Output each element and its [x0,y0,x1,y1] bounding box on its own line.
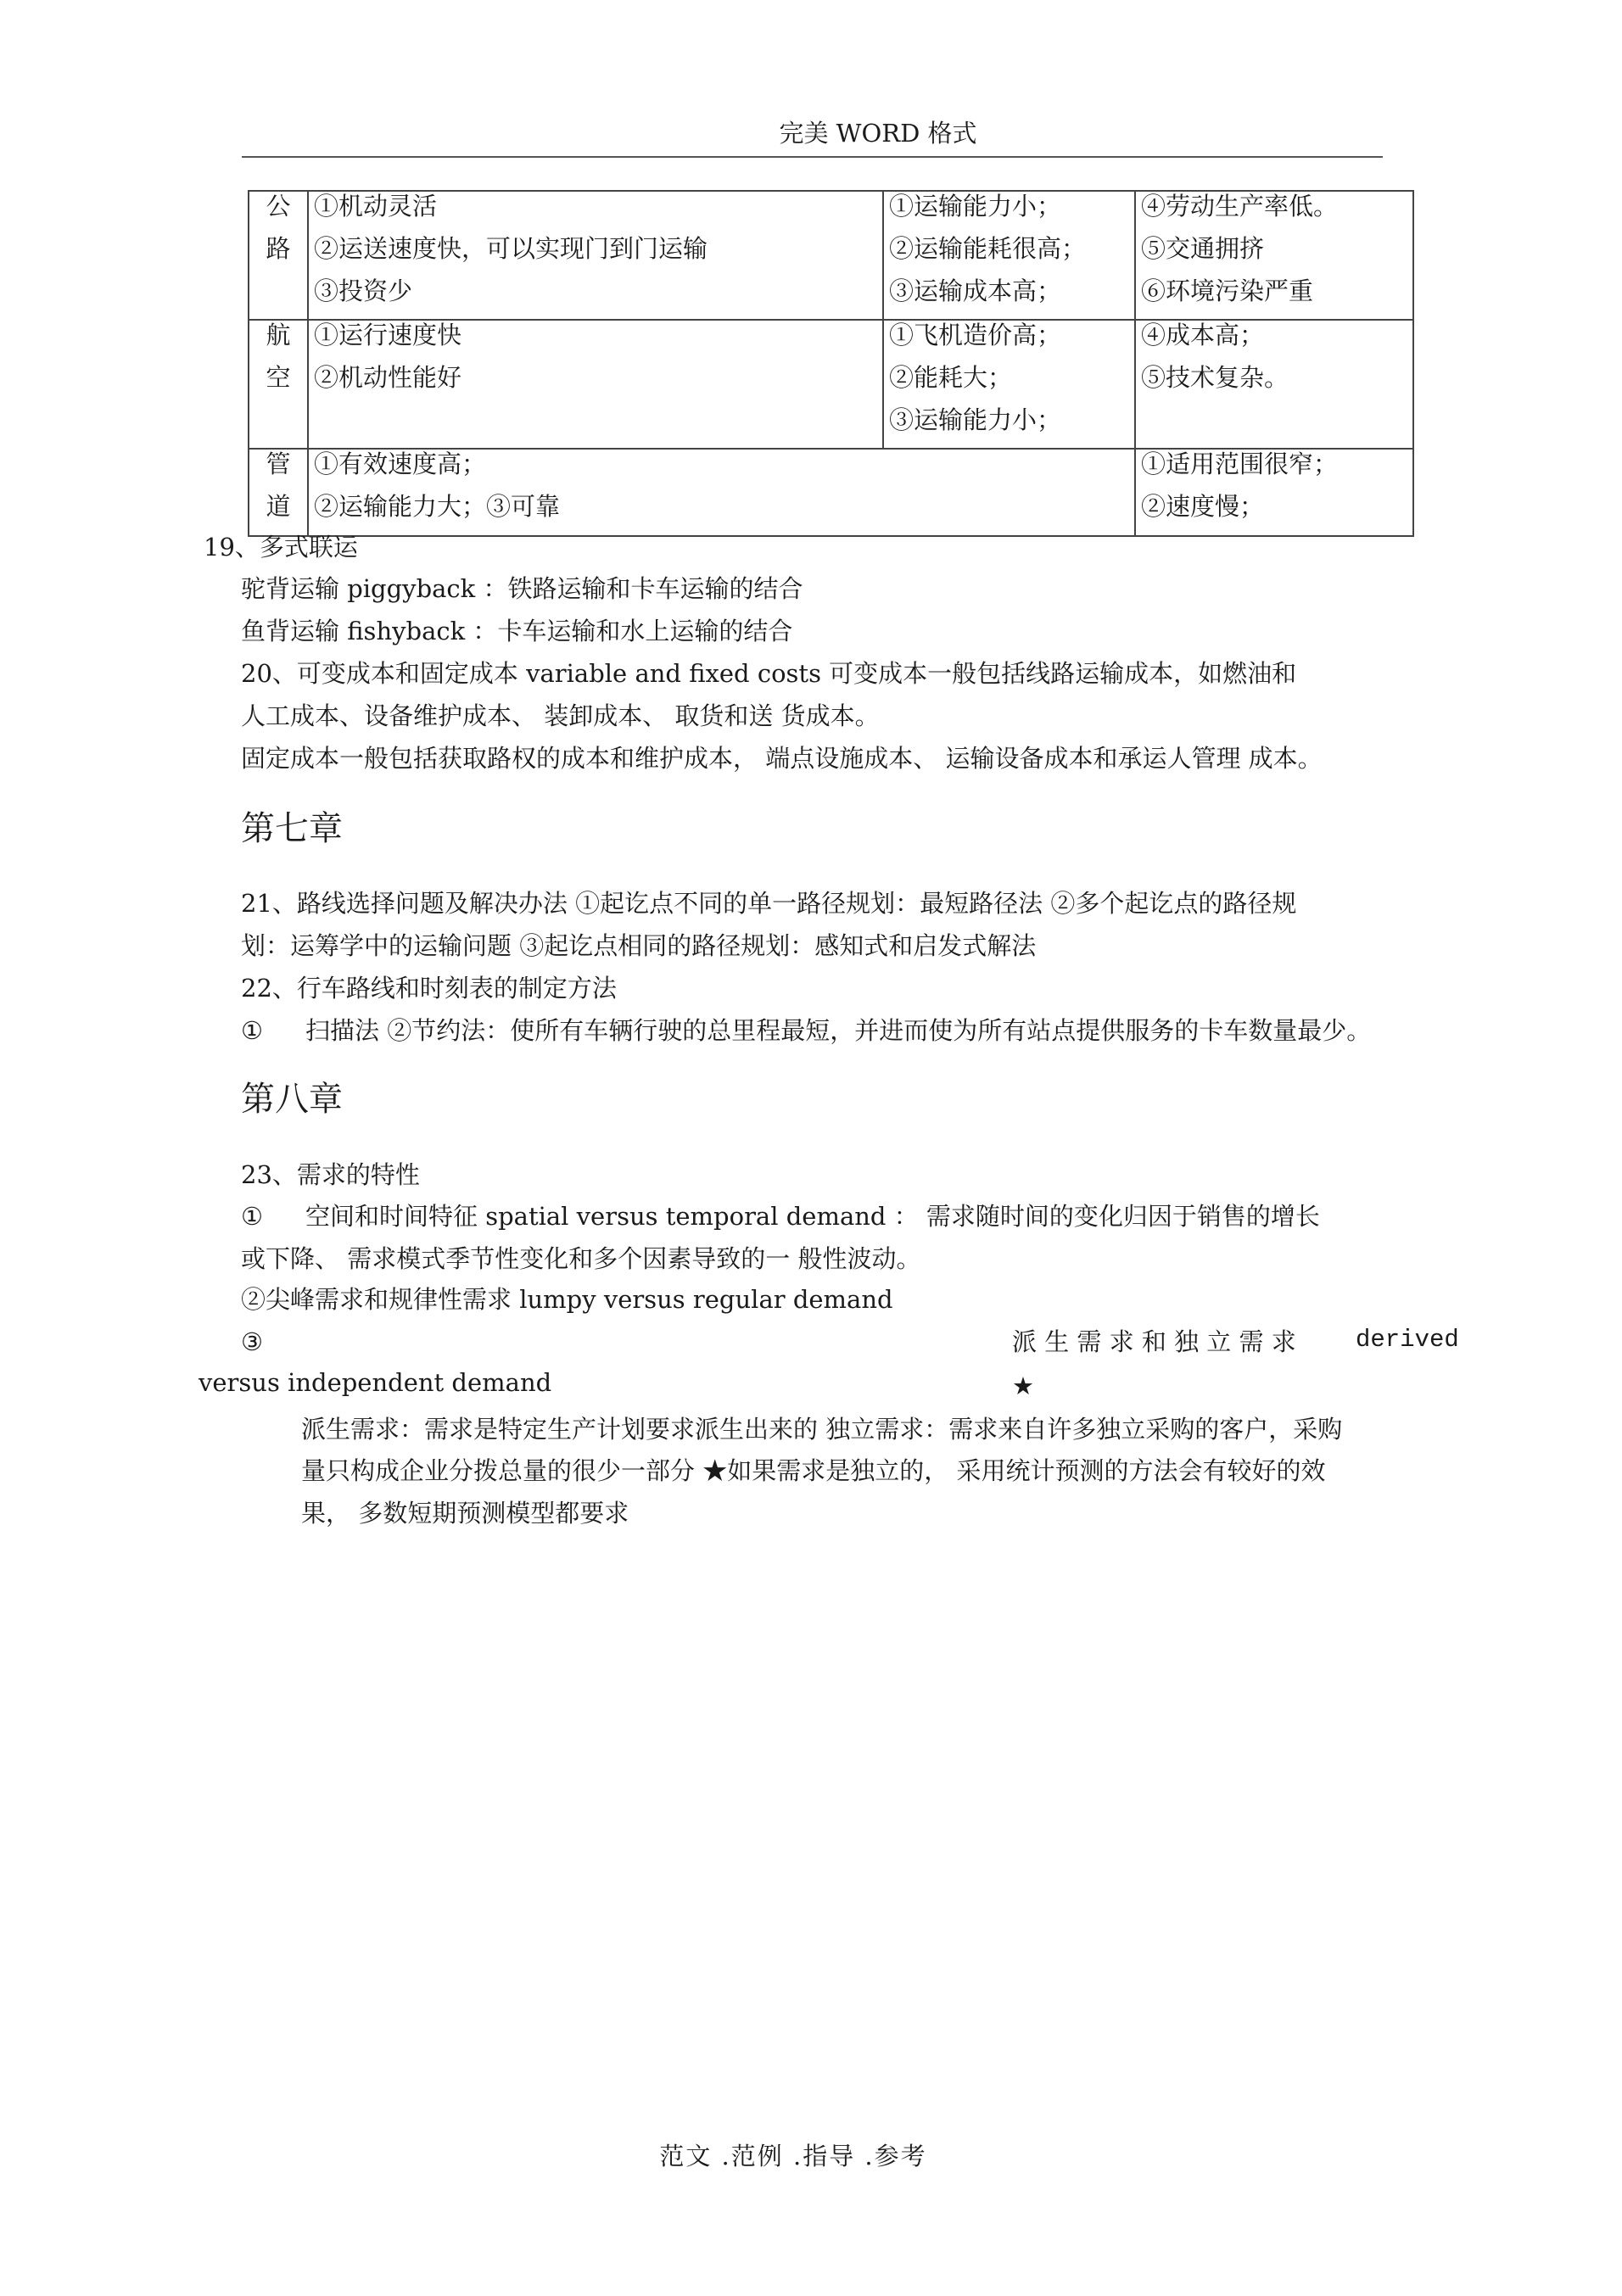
section-23-line: ②尖峰需求和规律性需求 lumpy versus regular demand [241,1285,893,1314]
disadvantages-cell [1135,449,1413,536]
mode-char: 公 [266,192,291,221]
section-23-line: 果， 多数短期预测模型都要求 [301,1499,629,1528]
section-20-line: 20、可变成本和固定成本 variable and fixed costs 可变成本一般包括线路运输成本，如燃油和 [241,659,1297,688]
section-23-num: ① [241,1202,263,1231]
star-icon: ★ [1012,1371,1034,1400]
table-row-road [249,191,1413,320]
mode-char: 航 [266,321,291,349]
advantage-item: ①机动灵活 [314,192,438,221]
table-row-air [249,320,1413,449]
disadvantage-item: ⑤技术复杂。 [1141,363,1289,392]
disadvantage-item: ⑤交通拥挤 [1141,234,1265,263]
mode-char: 管 [266,450,291,478]
disadvantages-cell [883,191,1135,320]
disadvantage-item: ①飞机造价高； [889,321,1062,349]
page-footer: 范文 .范例 .指导 .参考 [659,2142,927,2170]
disadvantage-item: ④劳动生产率低。 [1141,192,1339,221]
disadvantage-item: ⑥环境污染严重 [1141,277,1314,305]
section-19-line: 鱼背运输 fishyback ：卡车运输和水上运输的结合 [241,617,793,645]
section-22-title: 22、行车路线和时刻表的制定方法 [241,974,617,1003]
section-23-line: 空间和时间特征 spatial versus temporal demand ： 需求随时间的变化归因于销售的增长 [305,1202,1320,1231]
section-19-line: 驼背运输 piggyback ：铁路运输和卡车运输的结合 [241,574,803,603]
disadvantage-item: ③运输能力小； [889,405,1062,434]
mode-char: 空 [266,363,291,392]
disadvantage-item: ②运输能耗很高； [889,234,1087,263]
section-23-num: ③ [241,1327,263,1356]
advantage-item: ②机动性能好 [314,363,462,392]
section-22-num: ① [241,1016,263,1045]
transport-comparison-table [248,190,1414,537]
table-row-pipeline [249,449,1413,536]
section-23-line: versus independent demand [199,1368,552,1397]
disadvantages-cell [1135,320,1413,449]
advantage-item: ③投资少 [314,277,413,305]
disadvantage-item: ①适用范围很窄； [1141,450,1339,478]
section-23-line: 量只构成企业分拨总量的很少一部分 ★如果需求是独立的， 采用统计预测的方法会有较好的效 [301,1456,1326,1485]
header-rule [242,156,1383,158]
advantage-item: ①运行速度快 [314,321,462,349]
mode-cell [249,449,308,536]
section-23-line: 派 生 需 求 和 独 立 需 求 [1012,1327,1296,1356]
chapter-8-heading: 第八章 [241,1080,343,1119]
section-21-line: 划：运筹学中的运输问题 ③起讫点相同的路径规划：感知式和启发式解法 [241,931,1037,960]
advantages-cell [308,320,883,449]
disadvantage-item: ③运输成本高； [889,277,1062,305]
section-23-line: derived [1356,1326,1459,1354]
section-21-line: 21、路线选择问题及解决办法 ①起讫点不同的单一路径规划：最短路径法 ②多个起讫点的路径规 [241,889,1297,918]
mode-cell [249,191,308,320]
advantages-cell [308,191,883,320]
chapter-7-heading: 第七章 [241,809,343,848]
disadvantage-item: ②速度慢； [1141,492,1265,521]
advantage-item: ①有效速度高； [314,450,487,478]
advantages-cell [308,449,1135,536]
section-22-line: 扫描法 ②节约法：使所有车辆行驶的总里程最短，并进而使为所有站点提供服务的卡车数量最少。 [305,1016,1372,1045]
disadvantage-item: ②能耗大； [889,363,1013,392]
page-header-title: 完美 WORD 格式 [779,119,977,148]
disadvantages-cell [883,320,1135,449]
section-23-line: 或下降、 需求模式季节性变化和多个因素导致的一 般性波动。 [241,1244,921,1273]
section-23-title: 23、需求的特性 [241,1160,420,1189]
section-19-title: 19、多式联运 [204,533,358,561]
section-20-line: 人工成本、设备维护成本、 装卸成本、 取货和送 货成本。 [241,701,880,730]
disadvantage-item: ④成本高； [1141,321,1265,349]
section-20-line: 固定成本一般包括获取路权的成本和维护成本， 端点设施成本、 运输设备成本和承运人管理 成本。 [241,744,1323,773]
disadvantage-item: ①运输能力小； [889,192,1062,221]
mode-cell [249,320,308,449]
advantage-item: ②运输能力大；③可靠 [314,492,561,521]
disadvantages-cell [1135,191,1413,320]
mode-char: 路 [266,234,291,263]
section-23-line: 派生需求：需求是特定生产计划要求派生出来的 独立需求：需求来自许多独立采购的客户，采购 [301,1415,1343,1444]
mode-char: 道 [266,492,291,521]
advantage-item: ②运送速度快，可以实现门到门运输 [314,234,708,263]
